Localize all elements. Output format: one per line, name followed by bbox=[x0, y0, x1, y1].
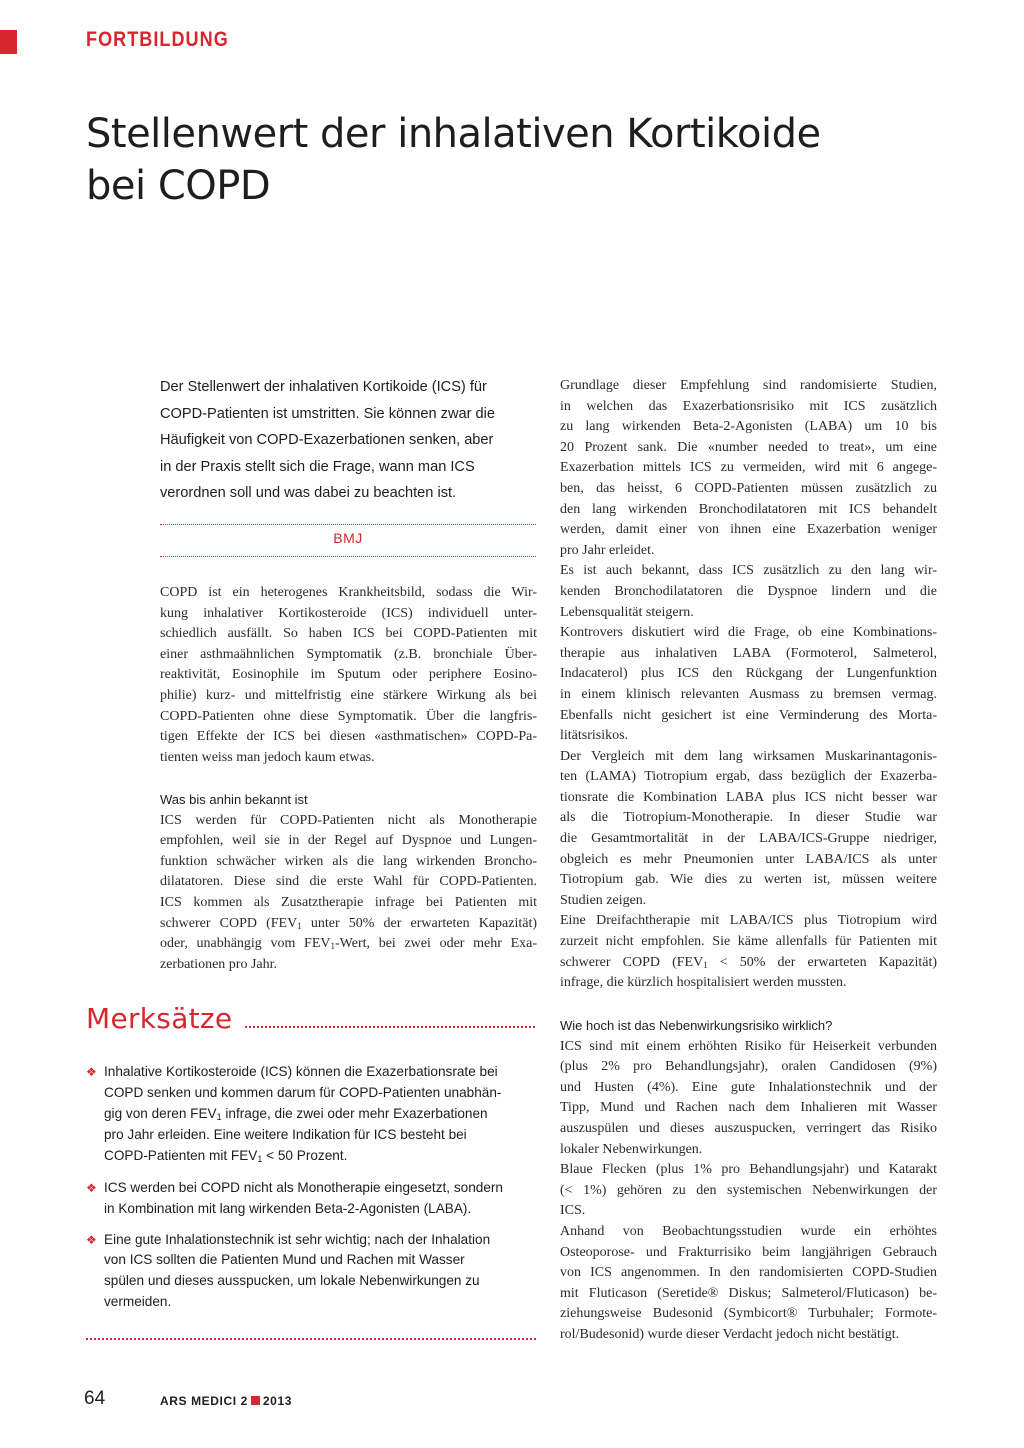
text-line: Indacaterol) plus ICS den Rückgang der Lungenfunktion bbox=[560, 666, 937, 682]
diamond-bullet-icon: ❖ bbox=[86, 1180, 97, 1195]
text-line: ziehungsweise Budesonid (Symbicort® Turbuhaler; Formote- bbox=[560, 1306, 937, 1322]
author-divider-bottom bbox=[160, 556, 536, 557]
author: BMJ bbox=[333, 530, 363, 546]
text-line: COPD-Patienten ohne diese Symptomatik. Über die langfris- bbox=[160, 708, 537, 724]
text-line: Exazerbation mittels ICS zu vermeiden, wird mit 6 angege- bbox=[560, 460, 937, 476]
text-line: tienten weiss man jedoch kaum etwas. bbox=[160, 749, 375, 765]
merksaetze-title-rule bbox=[245, 1026, 535, 1028]
section-label: FORTBILDUNG bbox=[86, 28, 229, 51]
square-icon bbox=[251, 1396, 260, 1405]
article-title bbox=[86, 108, 946, 212]
text-line: (< 1%) gehören zu den systemischen Nebenwirkungen der bbox=[560, 1182, 937, 1198]
page-number: 64 bbox=[84, 1388, 106, 1409]
lead-line: verordnen soll und was dabei zu beachten ist. bbox=[160, 485, 457, 501]
text-line: Studien zeigen. bbox=[560, 892, 647, 908]
subheading-risk: Wie hoch ist das Nebenwirkungsrisiko wirklich? bbox=[560, 1018, 833, 1033]
text-line: therapie aus inhalativen LABA (Formoterol, Salmeterol, bbox=[560, 645, 937, 661]
text-line: 20 Prozent sank. Die «number needed to treat», um eine bbox=[560, 439, 937, 455]
list-item: ❖ Eine gute Inhalationstechnik ist sehr wichtig; nach der Inhalation von ICS sollten die Patienten Mund und Rachen mit Wasser spülen und dieses ausspucken, um lokale Nebenwirkungen zu vermeiden. bbox=[86, 1231, 491, 1309]
journal-year: 2013 bbox=[262, 1394, 292, 1408]
text-line: Grundlage dieser Empfehlung sind randomisierte Studien, bbox=[560, 378, 937, 393]
text-line: Der Vergleich mit dem lang wirksamen Muskarinantagonis- bbox=[560, 748, 937, 764]
left-column-known bbox=[160, 790, 537, 975]
lead-line: Häufigkeit von COPD-Exazerbationen senken, aber bbox=[160, 432, 494, 448]
text-line: rol/Budesonid) wurde dieser Verdacht jedoch nicht bestätigt. bbox=[560, 1326, 900, 1342]
text-line: zerbationen pro Jahr. bbox=[160, 956, 278, 972]
text-line: und Husten (4%). Eine gute Inhalationstechnik und der bbox=[560, 1079, 937, 1095]
right-column-risk bbox=[560, 1016, 937, 1346]
diamond-bullet-icon: ❖ bbox=[86, 1232, 97, 1247]
text-line: werden, damit einer von ihnen eine Exazerbation weniger bbox=[560, 522, 937, 538]
merksaetze-title: Merksätze bbox=[86, 1002, 233, 1035]
text-line: von ICS angenommen. In den randomisierten COPD-Studien bbox=[560, 1265, 937, 1281]
lead-line: Der Stellenwert der inhalativen Kortikoide (ICS) für bbox=[160, 379, 487, 395]
text-line: kenden Bronchodilatatoren die Dyspnoe lindern und die bbox=[560, 583, 937, 599]
text-line: (plus 2% pro Behandlungsjahr), oralen Candidosen (9%) bbox=[560, 1059, 937, 1075]
text-line: tionsrate die Kombination LABA plus ICS nicht besser war bbox=[560, 789, 937, 805]
text-line: kung inhalativer Kortikosteroide (ICS) individuell unter- bbox=[160, 605, 537, 621]
journal-info bbox=[160, 1394, 292, 1408]
author-divider-top bbox=[160, 524, 536, 525]
text-line: ben, das heisst, 6 COPD-Patienten müssen zusätzlich zu bbox=[560, 480, 937, 496]
lead-line: in der Praxis stellt sich die Frage, wann man ICS bbox=[160, 458, 475, 475]
text-line: Anhand von Beobachtungsstudien wurde ein erhöhtes bbox=[560, 1223, 937, 1239]
text-line: litätsrisikos. bbox=[560, 728, 629, 744]
lead-paragraph bbox=[160, 374, 540, 507]
text-line: infrage, die kürzlich hospitalisiert werden mussten. bbox=[560, 975, 847, 991]
text-line: ICS kommen als Zusatztherapie infrage bei Patienten mit bbox=[160, 894, 537, 910]
text-line: Eine Dreifachtherapie mit LABA/ICS plus Tiotropium wird bbox=[560, 913, 937, 929]
text-line: auszuspülen und dieses auszuspucken, verringert das Risiko bbox=[560, 1120, 937, 1136]
text-line: ICS. bbox=[560, 1203, 586, 1219]
title-line: bei COPD bbox=[86, 163, 271, 209]
text-line: Ebenfalls nicht gesichert ist eine Verminderung des Morta- bbox=[560, 707, 937, 723]
text-line: Tiotropium gab. Wie dies zu werten ist, müssen weitere bbox=[560, 872, 937, 888]
section-marker bbox=[0, 30, 17, 54]
text-line: Blaue Flecken (plus 1% pro Behandlungsjahr) und Katarakt bbox=[560, 1162, 937, 1178]
text-line: ICS werden für COPD-Patienten nicht als Monotherapie bbox=[160, 812, 537, 828]
text-line: reaktivität, Eosinophile im Sputum oder periphere Eosino- bbox=[160, 667, 537, 683]
text-line: oder, unabhängig vom $FEV_1$-Wert, bei zwei oder mehr Exa- bbox=[160, 936, 537, 952]
text-line: funktion schwächer wirken als die lang wirkenden Broncho- bbox=[160, 853, 537, 869]
text-line: Lebensqualität steigern. bbox=[560, 604, 694, 620]
text-line: mit Fluticason (Seretide® Diskus; Salmeterol/Fluticason) be- bbox=[560, 1285, 937, 1301]
text-line: schwerer COPD ($FEV_1 < 50\%$ der erwarteten Kapazität) bbox=[560, 954, 937, 970]
text-line: philie) kurz- und mittelfristig eine stärkere Wirkung als bei bbox=[160, 687, 537, 703]
subheading-known: Was bis anhin bekannt ist bbox=[160, 792, 308, 807]
text-line: die Gesamtmortalität in der LABA/ICS-Gruppe niedriger, bbox=[560, 831, 937, 847]
text-line: dilatatoren. Diese sind die erste Wahl für COPD-Patienten. bbox=[160, 874, 537, 890]
list-item: ❖ ICS werden bei COPD nicht als Monotherapie eingesetzt, sondern in Kombination mit lang wirkenden Beta-2-Agonisten (LABA). bbox=[86, 1179, 503, 1216]
text-line: lokaler Nebenwirkungen. bbox=[560, 1141, 703, 1157]
text-line: den lang wirkenden Bronchodilatatoren mit ICS behandelt bbox=[560, 501, 937, 517]
text-line: ten (LAMA) Tiotropium ergab, dass bezüglich der Exazerba- bbox=[560, 769, 937, 785]
text-line: zu lang wirkenden Beta-2-Agonisten (LABA) um 10 bis bbox=[560, 419, 937, 435]
merksaetze-list bbox=[86, 1062, 536, 1323]
title-line: Stellenwert der inhalativen Kortikoide bbox=[86, 111, 821, 157]
lead-line: COPD-Patienten ist umstritten. Sie können zwar die bbox=[160, 405, 495, 422]
text-line: einer asthmaähnlichen Symptomatik (z.B. bronchiale Über- bbox=[160, 646, 537, 662]
text-line: schiedlich ausfällt. So haben ICS bei COPD-Patienten mit bbox=[160, 626, 537, 642]
text-line: Osteoporose- und Frakturrisiko beim langjährigen Gebrauch bbox=[560, 1244, 937, 1260]
right-column bbox=[560, 376, 937, 994]
text-line: Kontrovers diskutiert wird die Frage, ob eine Kombinations- bbox=[560, 625, 937, 641]
text-line: Es ist auch bekannt, dass ICS zusätzlich zu den lang wir- bbox=[560, 563, 937, 579]
text-line: schwerer COPD ($FEV_1$ unter 50% der erwarteten Kapazität) bbox=[160, 915, 538, 931]
text-line: empfohlen, weil sie in der Regel auf Dyspnoe und Lungen- bbox=[160, 833, 537, 849]
text-line: tigen Effekte der ICS bei diesen «asthmatischen» COPD-Pa- bbox=[160, 729, 537, 745]
merksaetze-bottom-rule bbox=[86, 1338, 536, 1340]
text-line: ICS sind mit einem erhöhten Risiko für Heiserkeit verbunden bbox=[560, 1038, 937, 1054]
text-line: obgleich es mehr Pneumonien unter LABA/ICS als unter bbox=[560, 851, 937, 867]
text-line: COPD ist ein heterogenes Krankheitsbild, sodass die Wir- bbox=[160, 585, 537, 600]
text-line: pro Jahr erleidet. bbox=[560, 542, 655, 558]
text-line: in welchen das Exazerbationsrisiko mit ICS zusätzlich bbox=[560, 398, 937, 414]
text-line: Tipp, Mund und Rachen nach dem Inhalieren mit Wasser bbox=[560, 1100, 937, 1116]
text-line: zurzeit nicht empfohlen. Sie käme allenfalls für Patienten mit bbox=[560, 934, 937, 950]
list-item: ❖ Inhalative Kortikosteroide (ICS) können die Exazerbationsrate bei COPD senken und kommen darum für COPD-Patienten unabhän- gig von deren $FEV_1$ infrage, die zwei oder mehr Exazerbationen pro Jahr erleiden. Eine weitere Indikation für ICS besteht bei COPD-Patienten mit $FEV_1 < 50$ Prozent. bbox=[86, 1064, 502, 1165]
text-line: als die Tiotropium-Monotherapie. In dieser Studie war bbox=[560, 810, 937, 826]
diamond-bullet-icon: ❖ bbox=[86, 1065, 97, 1079]
left-column-intro bbox=[160, 583, 537, 768]
text-line: in einem klinisch relevanten Ausmass zu bremsen vermag. bbox=[560, 686, 937, 702]
journal-name: ARS MEDICI 2 bbox=[160, 1394, 248, 1408]
